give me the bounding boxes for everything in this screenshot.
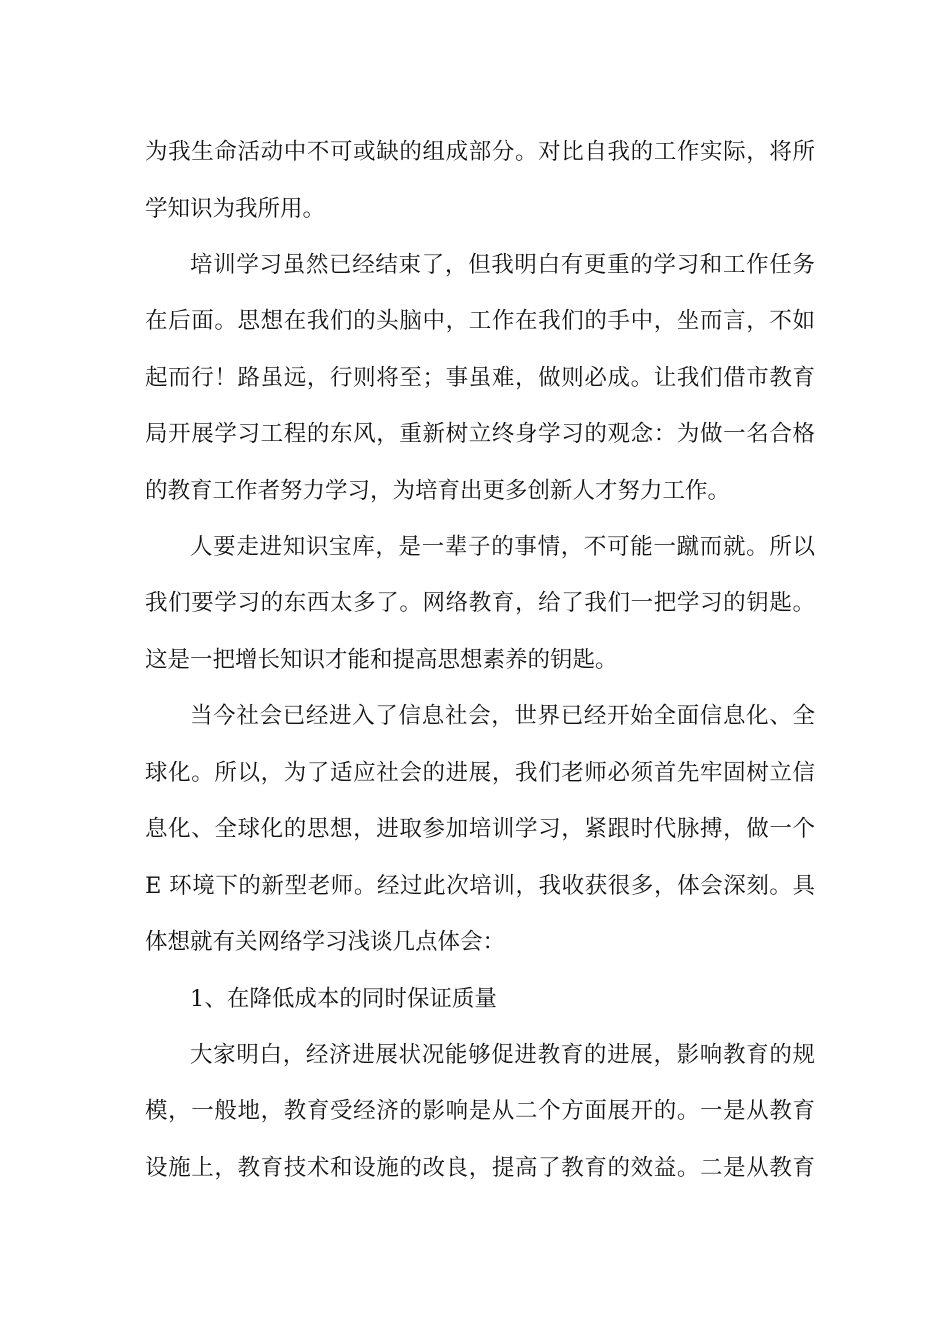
body-text-line: E 环境下的新型老师。经过此次培训，我收获很多，体会深刻。具 xyxy=(145,873,815,899)
body-text-line: 为我生命活动中不可或缺的组成部分。对比自我的工作实际，将所 xyxy=(145,139,815,165)
body-text-line: 体想就有关网络学习浅谈几点体会： xyxy=(145,929,506,955)
section-heading: 1、在降低成本的同时保证质量 xyxy=(190,986,497,1012)
body-text-line: 我们要学习的东西太多了。网络教育，给了我们一把学习的钥匙。 xyxy=(145,590,815,616)
paragraph-first-line: 人要走进知识宝库，是一辈子的事情，不可能一蹴而就。所以 xyxy=(190,534,815,560)
body-text-line: 这是一把增长知识才能和提高思想素养的钥匙。 xyxy=(145,647,618,673)
body-text-line: 设施上，教育技术和设施的改良，提高了教育的效益。二是从教育 xyxy=(145,1155,815,1181)
paragraph-first-line: 大家明白，经济进展状况能够促进教育的进展，影响教育的规 xyxy=(190,1042,815,1068)
body-text-line: 球化。所以，为了适应社会的进展，我们老师必须首先牢固树立信 xyxy=(145,760,815,786)
body-text-line: 起而行！路虽远，行则将至；事虽难，做则必成。让我们借市教育 xyxy=(145,365,815,391)
body-text-line: 局开展学习工程的东风，重新树立终身学习的观念：为做一名合格 xyxy=(145,421,815,447)
body-text-line: 学知识为我所用。 xyxy=(145,196,326,222)
body-text-line: 的教育工作者努力学习，为培育出更多创新人才努力工作。 xyxy=(145,478,731,504)
body-text-line: 在后面。思想在我们的头脑中，工作在我们的手中，坐而言，不如 xyxy=(145,308,815,334)
paragraph-first-line: 培训学习虽然已经结束了，但我明白有更重的学习和工作任务 xyxy=(190,252,815,278)
body-text-line: 模，一般地，教育受经济的影响是从二个方面展开的。一是从教育 xyxy=(145,1098,815,1124)
paragraph-first-line: 当今社会已经进入了信息社会，世界已经开始全面信息化、全 xyxy=(190,703,815,729)
body-text-line: 息化、全球化的思想，进取参加培训学习，紧跟时代脉搏，做一个 xyxy=(145,816,815,842)
